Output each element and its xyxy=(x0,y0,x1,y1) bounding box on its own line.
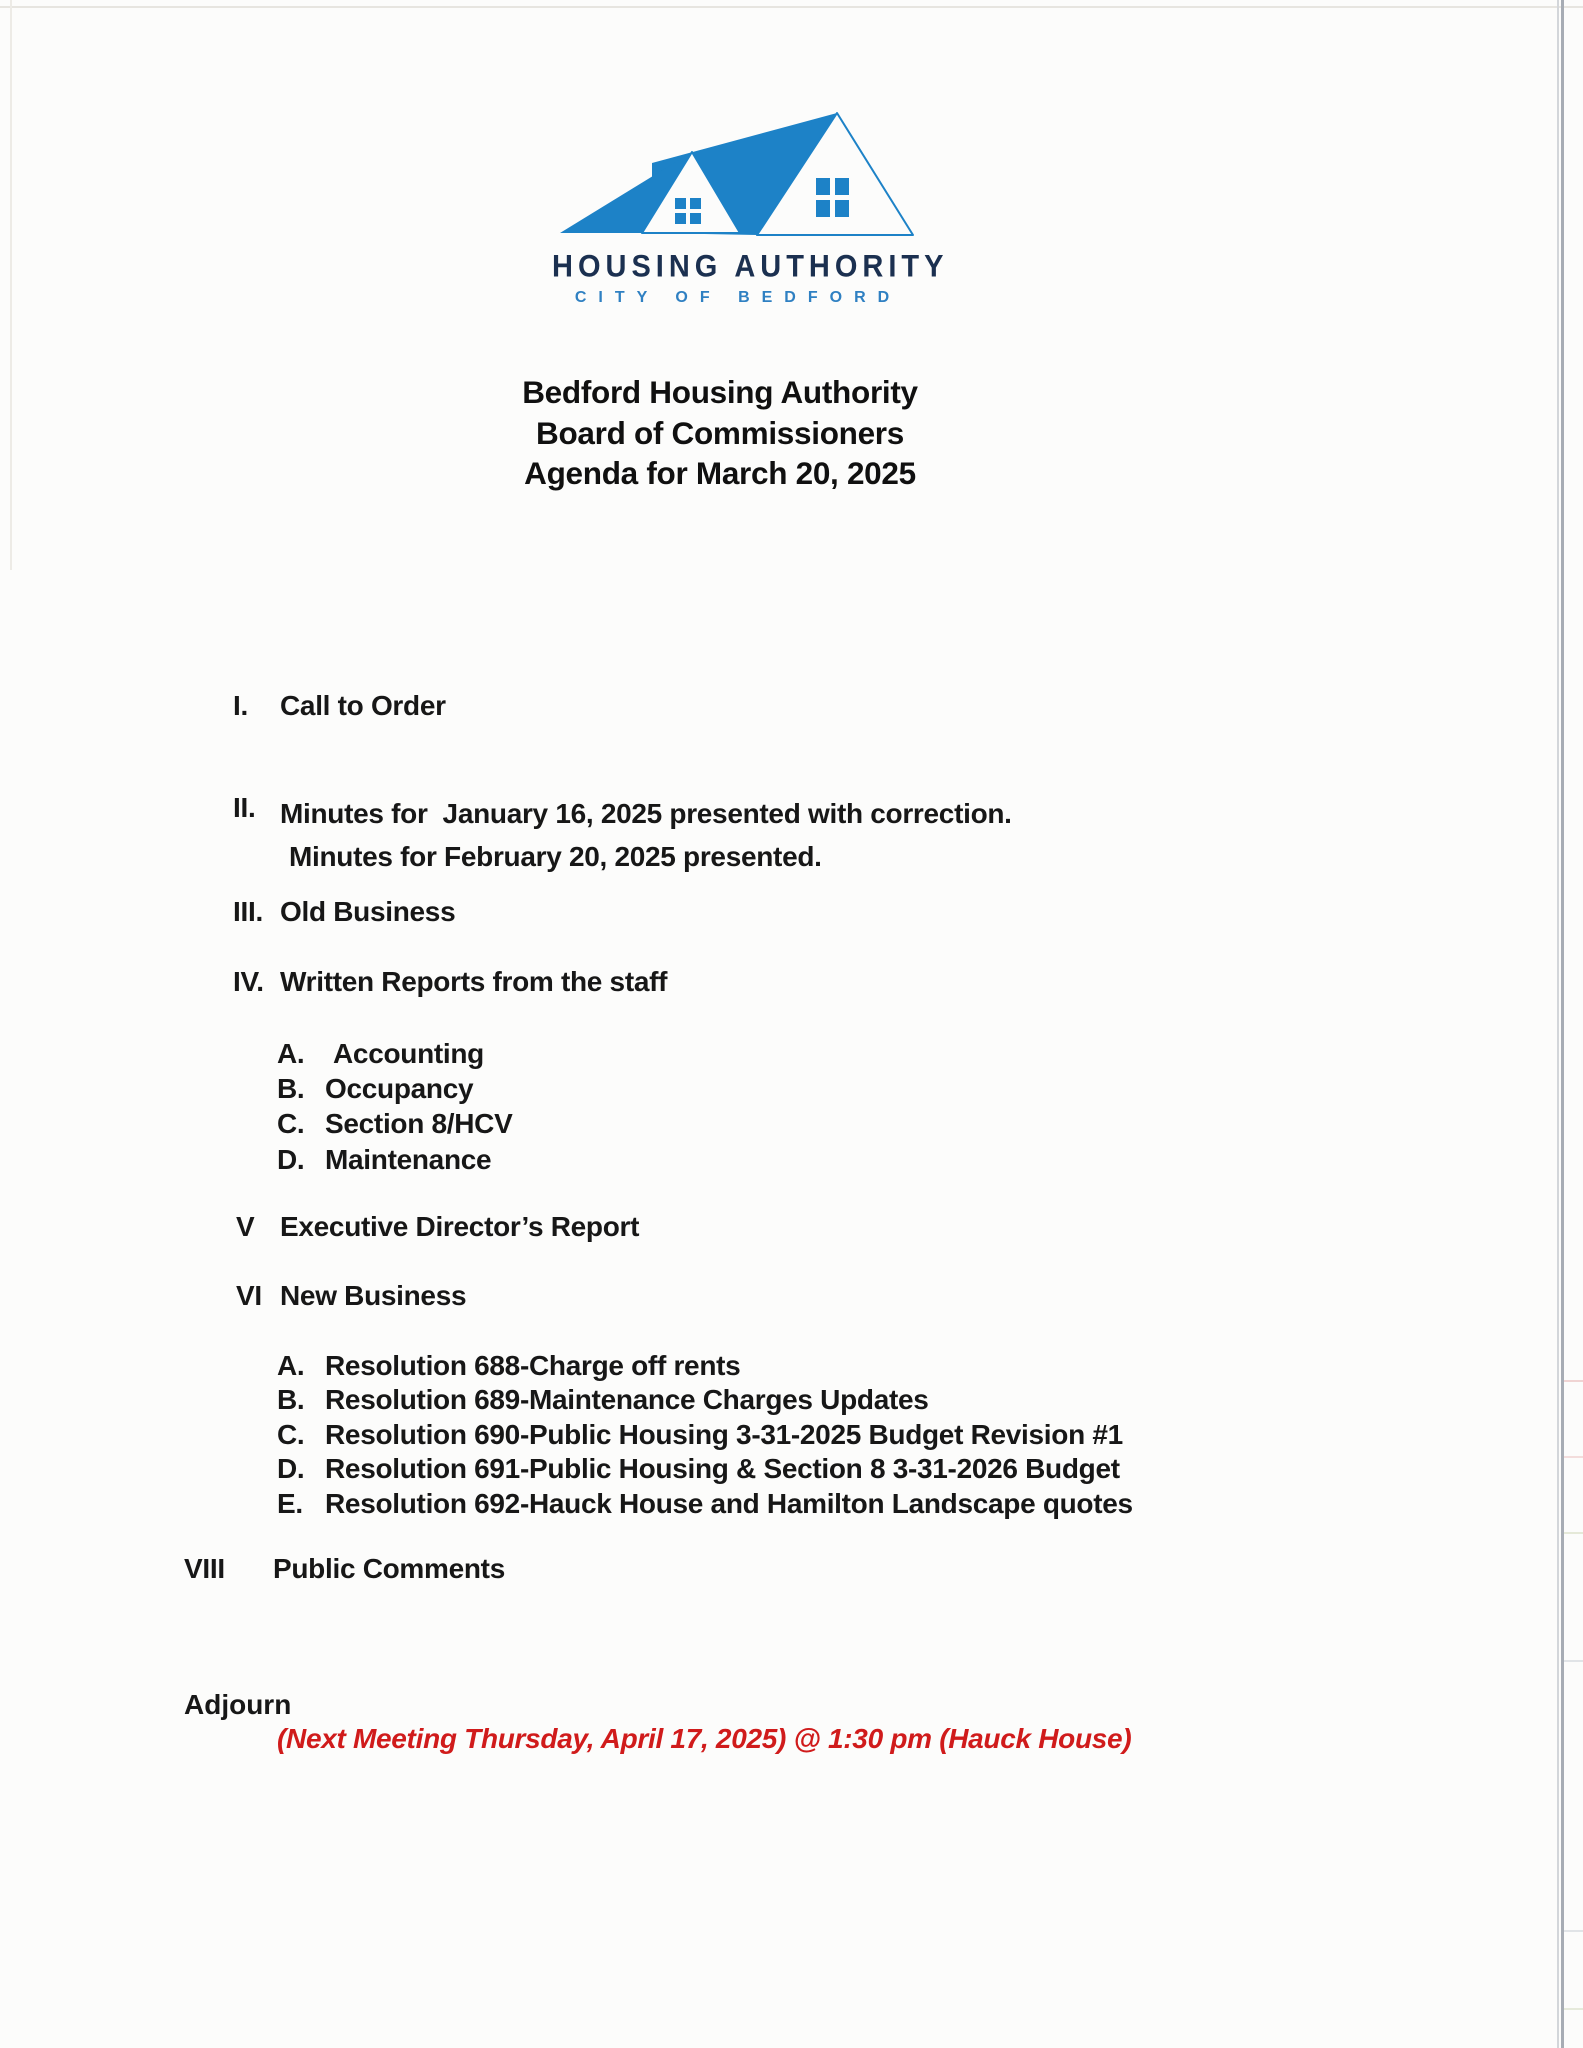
item-numeral: II. xyxy=(233,792,256,823)
scan-artifact xyxy=(1564,1660,1583,1662)
logo-org-name: HOUSING AUTHORITY xyxy=(552,249,949,285)
agenda-item-new-business xyxy=(236,1280,466,1312)
staff-report-accounting xyxy=(277,1038,484,1070)
agenda-item-minutes xyxy=(233,792,1012,878)
scan-artifact xyxy=(1564,1930,1583,1932)
sub-item-letter: A. xyxy=(277,1350,305,1381)
adjourn-label: Adjourn xyxy=(184,1689,292,1720)
title-line-1: Bedford Housing Authority xyxy=(522,374,918,410)
document-title xyxy=(430,372,1010,494)
sub-item-letter: B. xyxy=(277,1384,305,1415)
item-text: Call to Order xyxy=(280,690,446,721)
resolution-690 xyxy=(277,1419,1123,1451)
minutes-line-1: Minutes for January 16, 2025 presented with correction. xyxy=(280,798,1012,829)
resolution-692 xyxy=(277,1488,1133,1520)
sub-item-text: Resolution 691-Public Housing & Section 8 3-31-2026 Budget xyxy=(325,1453,1120,1484)
sub-item-letter: C. xyxy=(277,1108,305,1139)
resolution-691 xyxy=(277,1453,1120,1485)
item-numeral: VIII xyxy=(184,1553,225,1584)
sub-item-text: Resolution 692-Hauck House and Hamilton Landscape quotes xyxy=(325,1488,1133,1519)
resolution-689 xyxy=(277,1384,929,1416)
item-numeral: I. xyxy=(233,690,248,721)
sub-item-text: Accounting xyxy=(333,1038,484,1069)
sub-item-text: Occupancy xyxy=(325,1073,474,1104)
sub-item-text: Resolution 690-Public Housing 3-31-2025 Budget Revision #1 xyxy=(325,1419,1123,1450)
item-text: Old Business xyxy=(280,896,456,927)
sub-item-letter: C. xyxy=(277,1419,305,1450)
housing-authority-logo xyxy=(552,74,949,307)
agenda-item-call-to-order xyxy=(233,690,446,722)
item-numeral: III. xyxy=(233,896,263,927)
title-line-2: Board of Commissioners xyxy=(536,414,904,451)
sub-item-text: Section 8/HCV xyxy=(325,1108,513,1139)
sub-item-letter: E. xyxy=(277,1488,303,1519)
item-numeral: V xyxy=(236,1211,255,1242)
scan-edge-top xyxy=(0,6,1583,8)
item-numeral: IV. xyxy=(233,966,264,997)
scan-artifact xyxy=(1564,1456,1583,1458)
scan-artifact xyxy=(1564,2008,1583,2010)
item-text xyxy=(280,792,1012,878)
sub-item-text: Maintenance xyxy=(325,1144,492,1175)
next-meeting-note: (Next Meeting Thursday, April 17, 2025) @ 1:30 pm (Hauck House) xyxy=(277,1723,1132,1754)
agenda-item-executive-directors-report xyxy=(236,1211,639,1243)
agenda-item-written-reports xyxy=(233,966,667,998)
staff-report-section8-hcv xyxy=(277,1108,512,1140)
resolution-688 xyxy=(277,1350,740,1382)
sub-item-letter: D. xyxy=(277,1144,305,1175)
title-line-3: Agenda for March 20, 2025 xyxy=(524,455,916,491)
item-text: Executive Director’s Report xyxy=(280,1211,640,1242)
staff-report-maintenance xyxy=(277,1144,491,1176)
sub-item-text: Resolution 688-Charge off rents xyxy=(325,1350,741,1381)
agenda-item-old-business xyxy=(233,896,455,928)
item-text: New Business xyxy=(280,1280,467,1311)
item-text: Written Reports from the staff xyxy=(280,966,668,997)
sub-item-letter: A. xyxy=(277,1038,305,1069)
agenda-item-public-comments xyxy=(184,1553,505,1585)
sub-item-letter: B. xyxy=(277,1073,305,1104)
logo-org-subtitle: CITY OF BEDFORD xyxy=(574,289,902,306)
scan-edge-right-inner xyxy=(1557,0,1559,2048)
sub-item-letter: D. xyxy=(277,1453,305,1484)
sub-item-text: Resolution 689-Maintenance Charges Updates xyxy=(325,1384,929,1415)
scan-artifact xyxy=(1564,1380,1583,1382)
scan-edge-left xyxy=(10,0,12,570)
houses-logo-icon xyxy=(552,74,924,238)
staff-report-occupancy xyxy=(277,1073,473,1105)
item-numeral: VI xyxy=(236,1280,262,1311)
minutes-line-2: Minutes for February 20, 2025 presented. xyxy=(289,841,822,872)
scan-edge-right xyxy=(1561,0,1564,2048)
scan-artifact xyxy=(1564,1532,1583,1534)
item-text: Public Comments xyxy=(273,1553,505,1584)
